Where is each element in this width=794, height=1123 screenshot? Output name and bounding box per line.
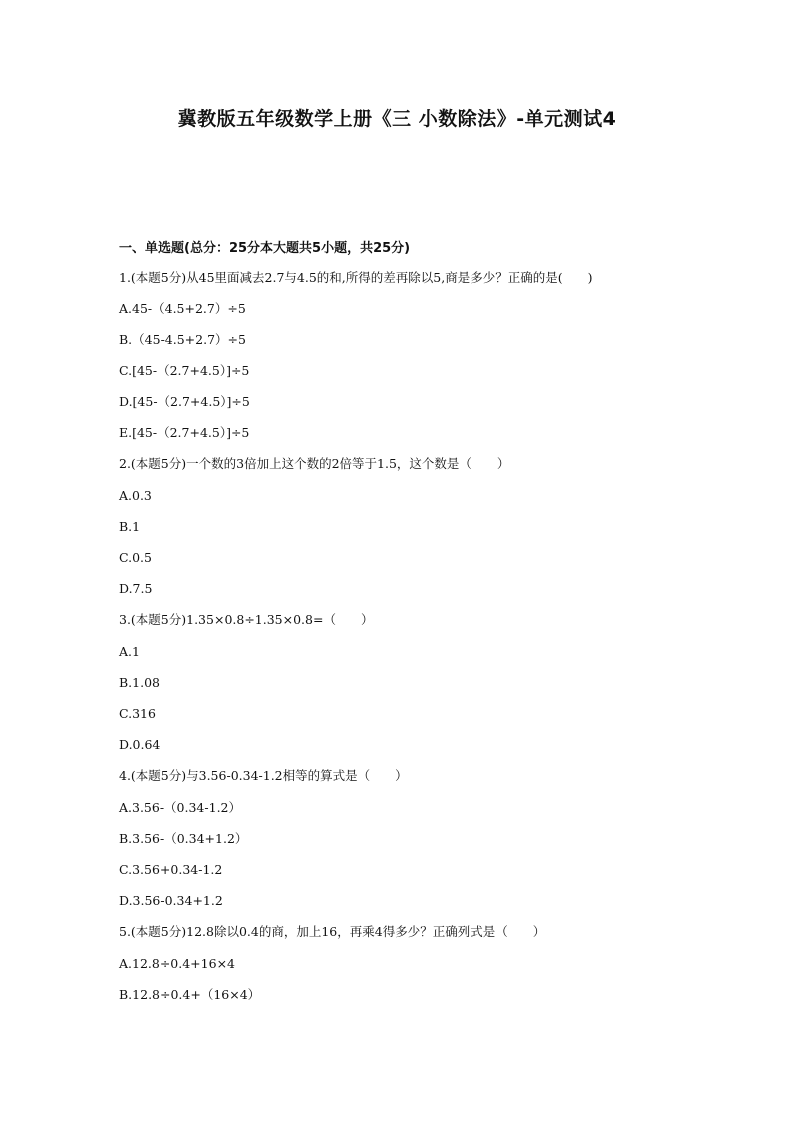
question-2-option-b: B.1 [119, 519, 141, 534]
question-4-stem: 4.(本题5分)与3.56-0.34-1.2相等的算式是（ ） [119, 768, 408, 783]
question-2-stem: 2.(本题5分)一个数的3倍加上这个数的2倍等于1.5，这个数是（ ） [119, 456, 510, 471]
document-title: 冀教版五年级数学上册《三 小数除法》-单元测试4 [177, 108, 617, 130]
question-3-stem: 3.(本题5分)1.35×0.8÷1.35×0.8=（ ） [119, 612, 374, 627]
question-5-option-a: A.12.8÷0.4+16×4 [119, 956, 235, 971]
question-2-option-a: A.0.3 [119, 488, 152, 503]
question-5-stem: 5.(本题5分)12.8除以0.4的商，加上16，再乘4得多少？正确列式是（ ） [119, 924, 546, 939]
question-1-option-e: E.[45-（2.7+4.5）]÷5 [119, 425, 250, 440]
question-4-option-d: D.3.56-0.34+1.2 [119, 893, 223, 908]
question-4-option-b: B.3.56-（0.34+1.2） [119, 831, 248, 846]
question-3-option-d: D.0.64 [119, 737, 161, 752]
question-1-option-d: D.[45-（2.7+4.5）]÷5 [119, 394, 250, 409]
question-4-option-c: C.3.56+0.34-1.2 [119, 862, 223, 877]
question-3-option-c: C.316 [119, 706, 156, 721]
question-1-option-a: A.45-（4.5+2.7）÷5 [119, 301, 246, 316]
question-1-stem: 1.(本题5分)从45里面减去2.7与4.5的和,所得的差再除以5,商是多少？正确的是( ) [119, 270, 593, 285]
section-heading: 一、单选题(总分：25分本大题共5小题，共25分) [119, 241, 411, 256]
question-3-option-b: B.1.08 [119, 675, 160, 690]
question-5-option-b: B.12.8÷0.4+（16×4） [119, 987, 261, 1002]
question-2-option-c: C.0.5 [119, 550, 152, 565]
question-3-option-a: A.1 [119, 644, 140, 659]
question-1-option-c: C.[45-（2.7+4.5）]÷5 [119, 363, 250, 378]
question-2-option-d: D.7.5 [119, 581, 153, 596]
question-1-option-b: B.（45-4.5+2.7）÷5 [119, 332, 246, 347]
question-4-option-a: A.3.56-（0.34-1.2） [119, 800, 241, 815]
